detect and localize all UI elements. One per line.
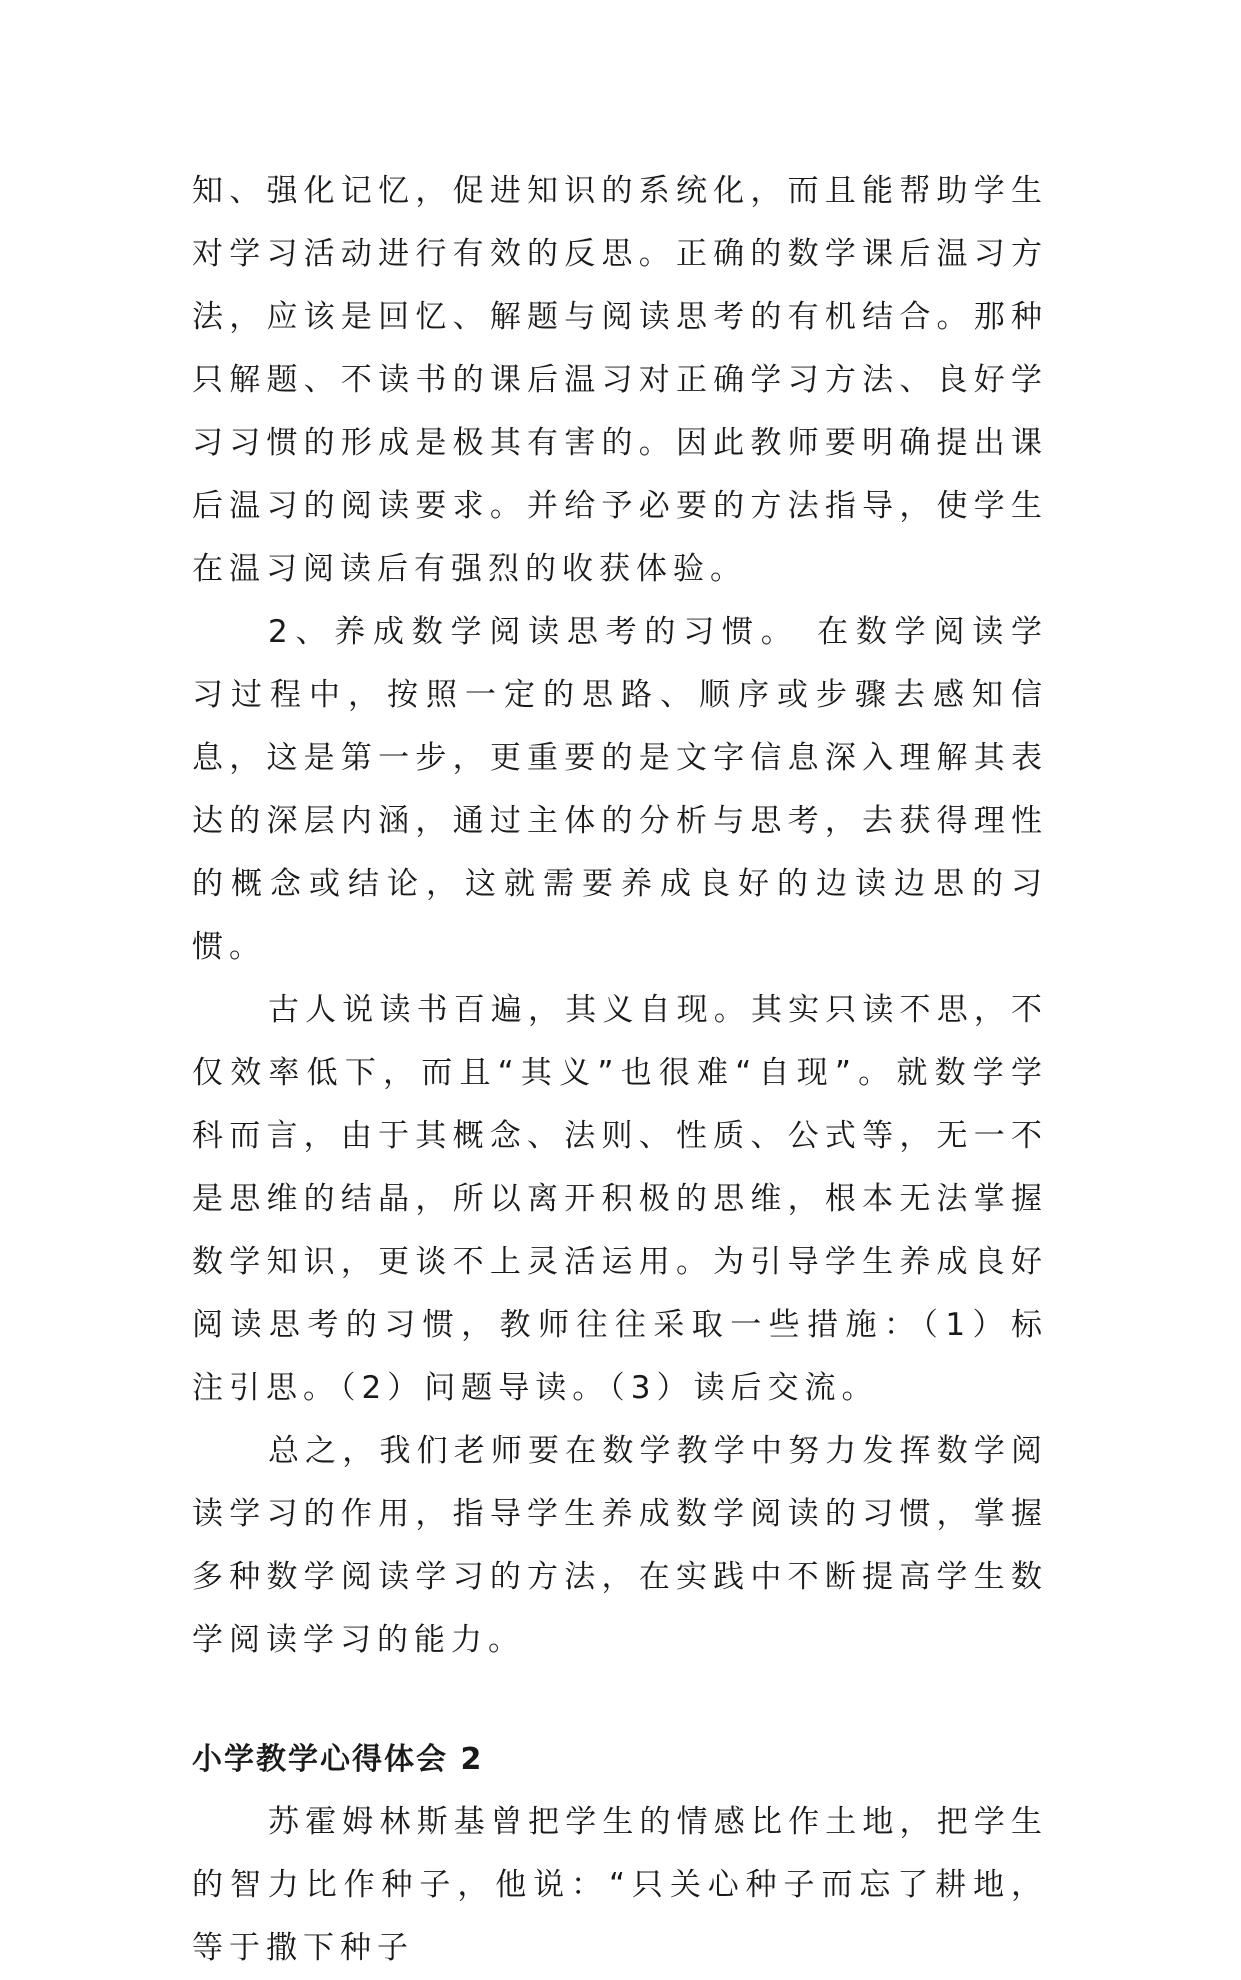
paragraph-ancient-saying: 古人说读书百遍，其义自现。其实只读不思，不仅效率低下，而且“其义”也很难“自现”。就数学学科而言，由于其概念、法则、性质、公式等，无一不是思维的结晶，所以离开积极的思维，根本无法掌握数学知识，更谈不上灵活运用。为引导学生养成良好阅读思考的习惯，教师往往采取一些措施：（1）标注引思。（2）问题导读。（3）读后交流。 [192,992,1048,1406]
section-heading: 小学教学心得体会 2 [192,1742,484,1777]
paragraph-reading-habit: 2、养成数学阅读思考的习惯。 在数学阅读学习过程中，按照一定的思路、顺序或步骤去感知信息，这是第一步，更重要的是文字信息深入理解其表达的深层内涵，通过主体的分析与思考，去获得理性的概念或结论，这就需要养成良好的边读边思的习惯。 [192,614,1048,965]
paragraph-conclusion: 总之，我们老师要在数学教学中努力发挥数学阅读学习的作用，指导学生养成数学阅读的习惯，掌握多种数学阅读学习的方法，在实践中不断提高学生数学阅读学习的能力。 [192,1433,1048,1658]
document-body [192,160,1048,1980]
paragraph-continuation: 知、强化记忆，促进知识的系统化，而且能帮助学生对学习活动进行有效的反思。正确的数学课后温习方法，应该是回忆、解题与阅读思考的有机结合。那种只解题、不读书的课后温习对正确学习方法、良好学习习惯的形成是极其有害的。因此教师要明确提出课后温习的阅读要求。并给予必要的方法指导，使学生在温习阅读后有强烈的收获体验。 [192,173,1048,587]
paragraph-section-intro: 苏霍姆林斯基曾把学生的情感比作土地，把学生的智力比作种子，他说：“只关心种子而忘了耕地，等于撒下种子 [192,1804,1048,1966]
